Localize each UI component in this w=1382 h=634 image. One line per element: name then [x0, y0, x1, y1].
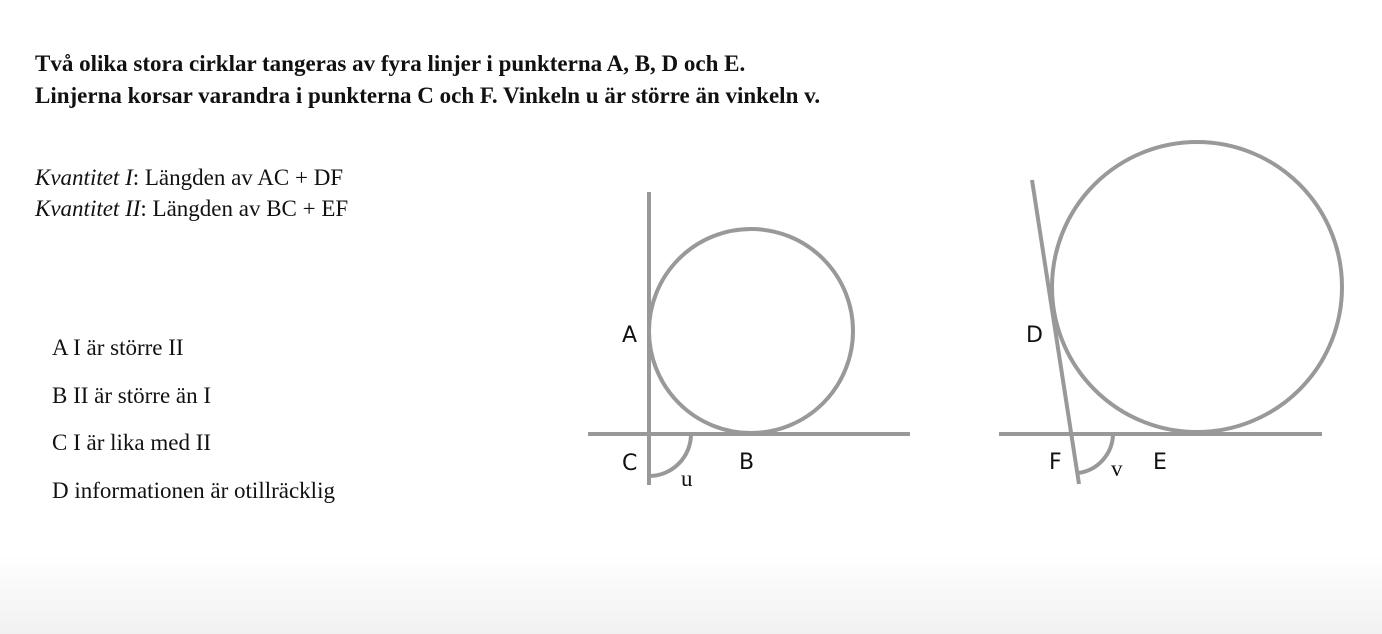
option-letter: B	[52, 382, 68, 408]
angle-label-u: u	[681, 466, 693, 491]
point-label-e: E	[1153, 450, 1167, 475]
small-circle	[649, 229, 853, 433]
problem-line-2: Linjerna korsar varandra i punkterna C och F. Vinkeln u är större än vinkeln v.	[35, 83, 821, 108]
quantity-1-label: Kvantitet I	[35, 165, 133, 190]
angle-v-arc	[1078, 434, 1113, 473]
point-label-d: D	[1026, 323, 1043, 348]
option-text: I är lika med II	[73, 430, 212, 455]
point-label-c: C	[622, 451, 638, 476]
quantity-2-text: : Längden av BC + EF	[140, 196, 349, 221]
option-text: II är större än I	[73, 382, 212, 408]
point-label-f: F	[1049, 450, 1062, 475]
point-label-b: B	[739, 450, 755, 475]
option-letter: C	[52, 430, 68, 455]
angle-label-v: v	[1111, 456, 1123, 481]
large-circle	[1052, 142, 1342, 432]
quantity-2-label: Kvantitet II	[35, 196, 141, 221]
quantity-1-text: : Längden av AC + DF	[132, 165, 344, 190]
problem-line-1: Två olika stora cirklar tangeras av fyra linjer i punkterna A, B, D och E.	[35, 51, 746, 76]
figure-right	[999, 142, 1342, 484]
option-letter: A	[52, 335, 68, 360]
option-text: I är större II	[73, 335, 184, 360]
point-label-a: A	[622, 323, 638, 348]
option-text: informationen är otillräcklig	[74, 477, 335, 503]
option-letter: D	[52, 477, 69, 503]
